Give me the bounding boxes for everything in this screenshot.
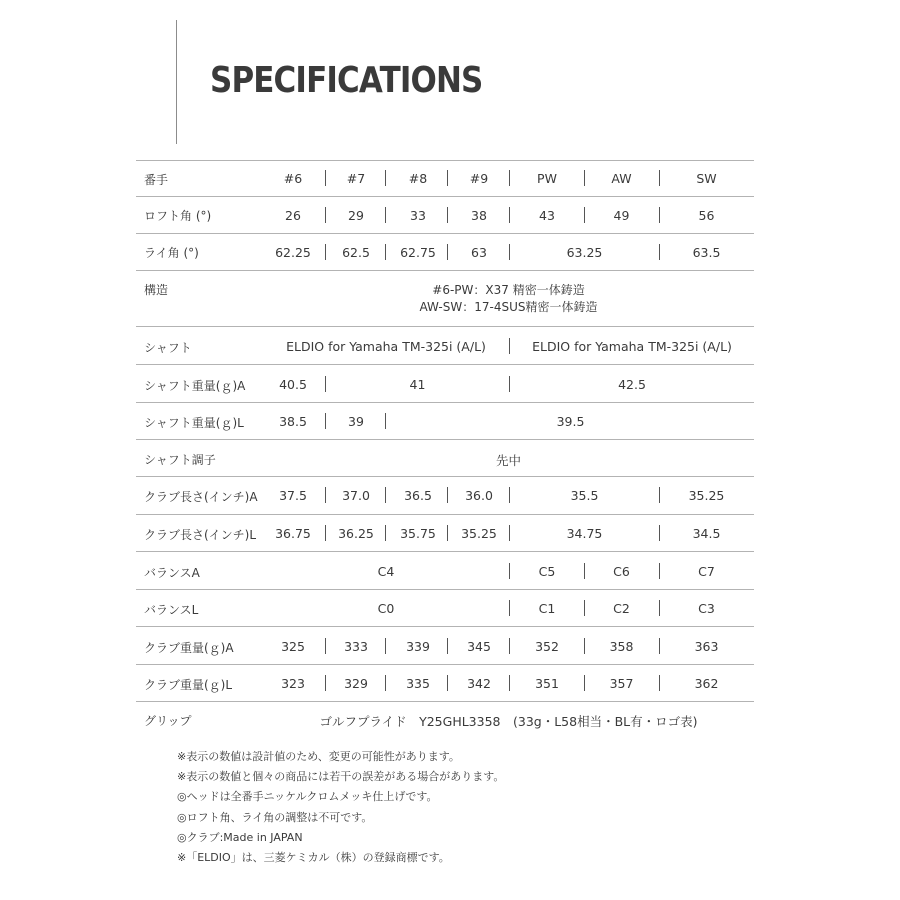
- spec-row-grip: [136, 702, 754, 734]
- column-separator: [447, 638, 448, 654]
- table-cell: 29: [348, 208, 364, 223]
- spec-row-construction: [136, 271, 754, 327]
- table-cell: 33: [410, 208, 426, 223]
- table-cell: 40.5: [279, 377, 307, 392]
- table-cell: C4: [377, 564, 395, 579]
- spec-row-loft: [136, 197, 754, 234]
- column-separator: [447, 525, 448, 541]
- table-cell: ELDIO for Yamaha TM-325i (A/L): [286, 339, 486, 354]
- table-cell: 329: [344, 676, 368, 691]
- table-cell: 333: [344, 639, 368, 654]
- table-cell: AW: [611, 171, 632, 186]
- table-cell: 62.75: [400, 245, 436, 260]
- table-cell: 36.5: [404, 488, 432, 503]
- spec-row-weight-a: [136, 627, 754, 665]
- spec-row-balance-l: [136, 590, 754, 627]
- row-label: クラブ重量(ｇ)L: [144, 678, 233, 692]
- row-label: シャフト重量(ｇ)L: [144, 416, 244, 430]
- row-label: シャフト調子: [144, 453, 216, 467]
- row-label: 構造: [144, 283, 169, 297]
- column-separator: [447, 170, 448, 186]
- note-item: ◎クラブ:Made in JAPAN: [177, 830, 303, 844]
- row-label: クラブ長さ(インチ)A: [144, 490, 258, 504]
- row-label: シャフト: [144, 341, 192, 355]
- column-separator: [385, 170, 386, 186]
- table-cell: ゴルフプライド Y25GHL3358 (33g・L58相当・BL有・ロゴ表): [319, 714, 698, 729]
- table-cell: 63: [471, 245, 487, 260]
- spec-row-lie: [136, 234, 754, 271]
- table-cell: #7: [346, 171, 366, 186]
- table-cell: 26: [285, 208, 301, 223]
- table-cell: 325: [281, 639, 305, 654]
- table-cell: 358: [609, 639, 634, 654]
- note-item: ※表示の数値は設計値のため、変更の可能性があります。: [177, 750, 460, 763]
- row-label: クラブ長さ(インチ)L: [144, 528, 257, 542]
- row-label: バランスL: [144, 603, 199, 617]
- column-separator: [385, 244, 386, 260]
- table-cell: 43: [539, 208, 555, 223]
- construction-line: AW-SW：17-4SUS精密一体鋳造: [419, 300, 598, 314]
- table-cell: C3: [698, 601, 715, 616]
- spec-row-club-number: [136, 160, 754, 197]
- table-cell: 37.5: [279, 488, 307, 503]
- row-label: クラブ重量(ｇ)A: [144, 641, 234, 655]
- table-cell: 36.0: [465, 488, 493, 503]
- table-cell: 35.75: [400, 526, 436, 541]
- table-cell: 63.25: [566, 245, 603, 260]
- spec-row-balance-a: [136, 552, 754, 590]
- column-separator: [385, 487, 386, 503]
- table-cell: 62.25: [275, 245, 311, 260]
- table-cell: 335: [406, 676, 430, 691]
- table-cell: 39.5: [556, 414, 585, 429]
- spec-row-shaft-weight-l: [136, 403, 754, 440]
- table-cell: #9: [469, 171, 489, 186]
- table-cell: 先中: [495, 453, 521, 468]
- spec-row-shaft: [136, 327, 754, 365]
- row-label: ライ角 (°): [144, 246, 199, 260]
- table-cell: 362: [694, 676, 719, 691]
- table-cell: #6: [283, 171, 303, 186]
- column-separator: [447, 207, 448, 223]
- table-cell: 323: [281, 676, 305, 691]
- table-cell: 36.25: [338, 526, 374, 541]
- column-separator: [385, 413, 386, 429]
- table-cell: 63.5: [692, 245, 721, 260]
- table-cell: 37.0: [342, 488, 370, 503]
- table-cell: 36.75: [275, 526, 311, 541]
- row-label: ロフト角 (°): [144, 209, 212, 223]
- table-cell: 41: [409, 377, 426, 392]
- table-cell: ELDIO for Yamaha TM-325i (A/L): [532, 339, 732, 354]
- table-cell: C5: [538, 564, 556, 579]
- table-cell: 49: [613, 208, 630, 223]
- table-cell: 345: [467, 639, 491, 654]
- table-cell: #8: [408, 171, 428, 186]
- row-label: 番手: [144, 173, 169, 187]
- table-cell: 35.5: [570, 488, 599, 503]
- construction-line: #6-PW：X37 精密一体鋳造: [432, 283, 585, 297]
- column-separator: [385, 638, 386, 654]
- table-cell: SW: [696, 171, 717, 186]
- note-item: ◎ヘッドは全番手ニッケルクロムメッキ仕上げです。: [177, 790, 438, 804]
- table-cell: C1: [538, 601, 556, 616]
- note-item: ※表示の数値と個々の商品には若干の誤差がある場合があります。: [177, 770, 505, 784]
- note-item: ◎ロフト角、ライ角の調整は不可です。: [177, 810, 373, 824]
- table-cell: PW: [537, 171, 557, 186]
- table-cell: 34.75: [566, 526, 603, 541]
- table-cell: 42.5: [618, 377, 646, 392]
- title-divider-line: [176, 20, 177, 144]
- page-title: SPECIFICATIONS: [210, 60, 483, 101]
- table-cell: 56: [698, 208, 715, 223]
- column-separator: [385, 525, 386, 541]
- table-cell: 38: [471, 208, 487, 223]
- table-cell: 363: [694, 639, 719, 654]
- column-separator: [447, 675, 448, 691]
- table-cell: 62.5: [342, 245, 370, 260]
- table-cell: 39: [348, 414, 364, 429]
- table-cell: 35.25: [688, 488, 725, 503]
- column-separator: [447, 487, 448, 503]
- column-separator: [385, 675, 386, 691]
- row-label: グリップ: [144, 714, 192, 728]
- column-separator: [447, 244, 448, 260]
- note-item: ※「ELDIO」は、三菱ケミカル（株）の登録商標です。: [177, 851, 450, 865]
- table-cell: C0: [377, 601, 395, 616]
- column-separator: [385, 207, 386, 223]
- spec-row-shaft-weight-a: [136, 365, 754, 403]
- row-label: バランスA: [144, 566, 200, 580]
- spec-row-length-a: [136, 477, 754, 515]
- spec-row-shaft-flex: [136, 440, 754, 477]
- table-cell: 342: [467, 676, 491, 691]
- table-cell: C6: [613, 564, 630, 579]
- table-cell: C7: [698, 564, 715, 579]
- table-cell: 352: [535, 639, 559, 654]
- table-cell: 35.25: [461, 526, 497, 541]
- table-cell: 38.5: [279, 414, 307, 429]
- table-cell: 357: [609, 676, 634, 691]
- table-cell: 34.5: [692, 526, 721, 541]
- spec-row-length-l: [136, 515, 754, 552]
- spec-row-weight-l: [136, 665, 754, 702]
- table-cell: 351: [535, 676, 559, 691]
- notes-list: [177, 747, 504, 868]
- row-label: シャフト重量(ｇ)A: [144, 379, 246, 393]
- spec-table: [136, 160, 754, 734]
- table-cell: 339: [406, 639, 430, 654]
- table-cell: C2: [613, 601, 630, 616]
